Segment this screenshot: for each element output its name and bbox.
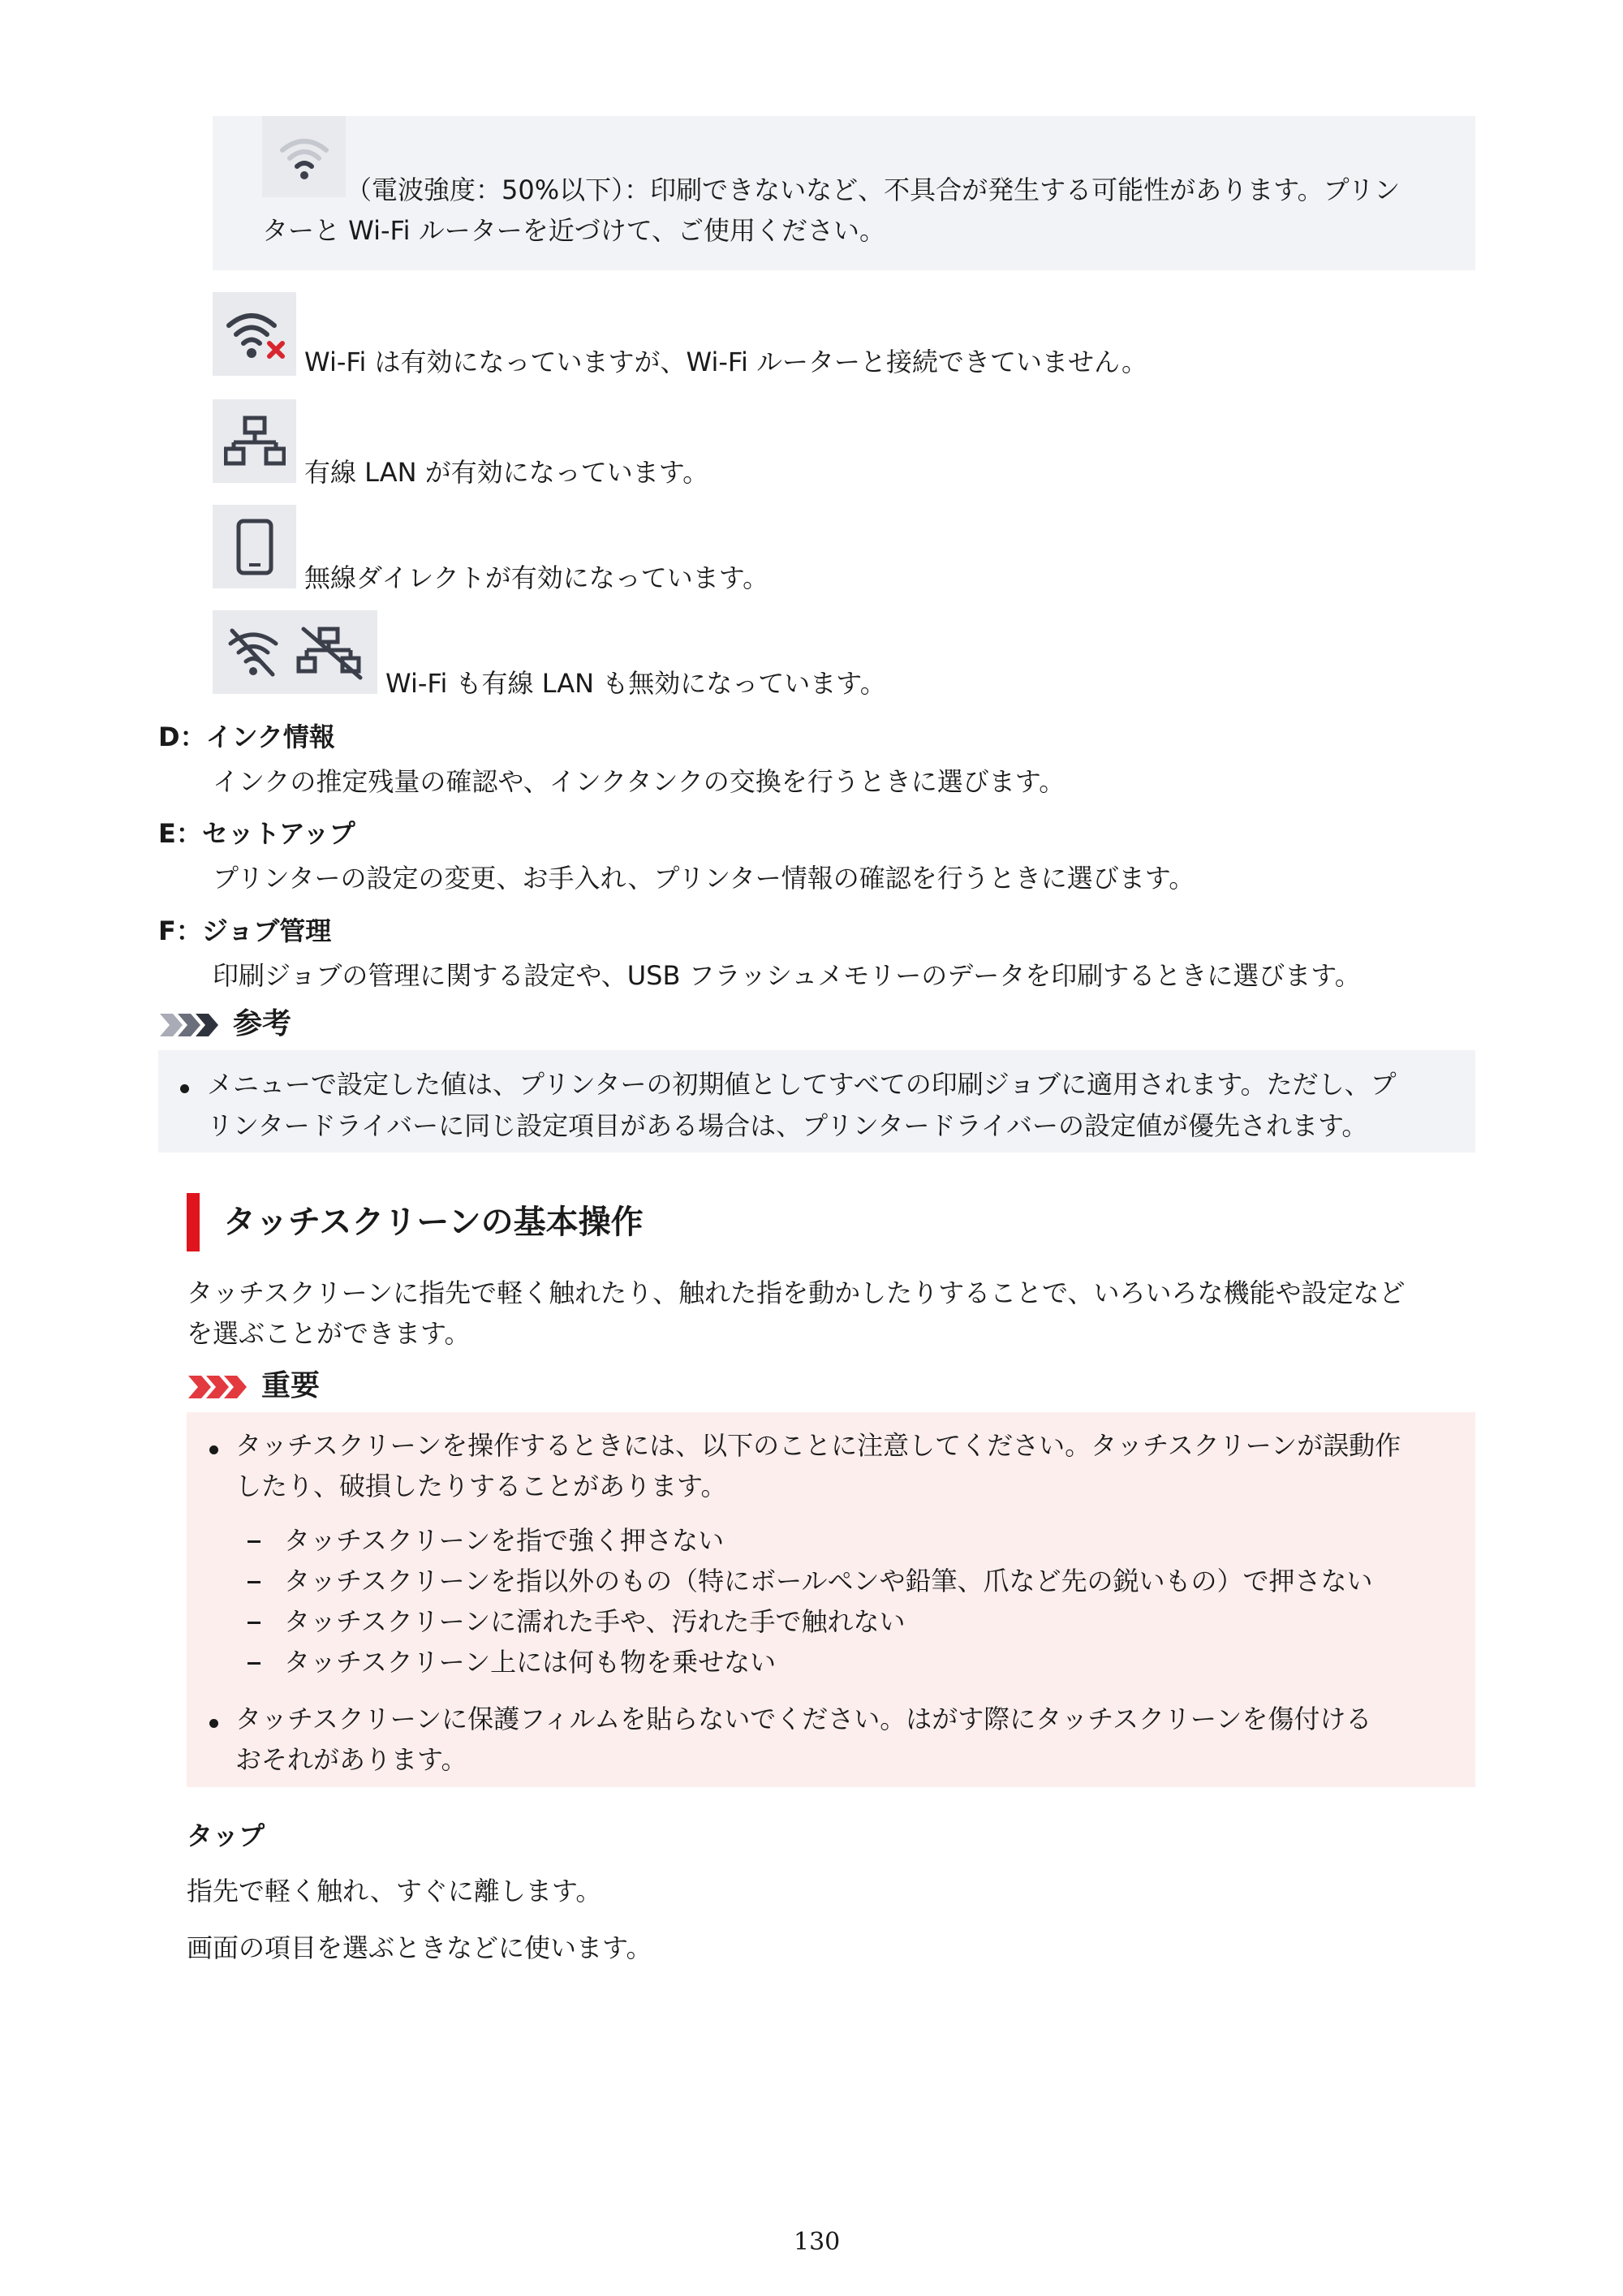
- status-item-text: 無線ダイレクトが有効になっています。: [304, 562, 769, 593]
- menu-item-heading: E：セットアップ: [158, 818, 355, 849]
- important-bullet1-line1: タッチスクリーンを操作するときには、以下のことに注意してください。タッチスクリーンが誤動作: [235, 1430, 1401, 1461]
- menu-item-desc: プリンターの設定の変更、お手入れ、プリンター情報の確認を行うときに選びます。: [213, 863, 1195, 894]
- status-item-text: Wi-Fi も有線 LAN も無効になっています。: [385, 668, 886, 699]
- section-intro-line1: タッチスクリーンに指先で軽く触れたり、触れた指を動かしたりすることで、いろいろな機能や設定など: [187, 1277, 1406, 1308]
- sub-item-text: タッチスクリーン上には何も物を乗せない: [284, 1647, 777, 1678]
- note-bullet: [180, 1084, 189, 1093]
- status-item-text: 有線 LAN が有効になっています。: [304, 457, 709, 488]
- section-title: タッチスクリーンの基本操作: [223, 1204, 644, 1241]
- section-heading-bar: [187, 1193, 200, 1251]
- signal-note-line2: ターと Wi-Fi ルーターを近づけて、ご使用ください。: [262, 215, 886, 246]
- section-intro-line2: を選ぶことができます。: [187, 1318, 471, 1349]
- menu-item-heading: F：ジョブ管理: [158, 915, 332, 946]
- menu-item-heading: D：インク情報: [158, 722, 335, 752]
- important-bullet: [209, 1719, 218, 1728]
- sub-item-text: タッチスクリーンを指で強く押さない: [284, 1525, 725, 1556]
- note-title: 参考: [233, 1007, 292, 1040]
- important-chevrons-icon: [187, 1374, 252, 1403]
- sub-item-dash: [248, 1581, 260, 1583]
- menu-item-desc: インクの推定残量の確認や、インクタンクの交換を行うときに選びます。: [213, 766, 1065, 797]
- wired-lan-icon: [213, 399, 296, 483]
- note-chevrons-icon: [158, 1012, 223, 1041]
- wireless-direct-icon: [213, 505, 296, 588]
- tap-line1: 指先で軽く触れ、すぐに離します。: [187, 1876, 602, 1906]
- menu-item-desc: 印刷ジョブの管理に関する設定や、USB フラッシュメモリーのデータを印刷するときに選びます。: [213, 960, 1361, 991]
- wifi-weak-icon: [262, 116, 346, 197]
- signal-note-line1: （電波強度：50%以下）：印刷できないなど、不具合が発生する可能性があります。プリン: [346, 174, 1401, 205]
- important-bullet2-line1: タッチスクリーンに保護フィルムを貼らないでください。はがす際にタッチスクリーンを傷付ける: [235, 1704, 1372, 1734]
- important-bullet1-line2: したり、破損したりすることがあります。: [235, 1471, 727, 1501]
- wifi-lan-disabled-icon: [213, 610, 377, 694]
- note-line2: リンタードライバーに同じ設定項目がある場合は、プリンタードライバーの設定値が優先されます。: [207, 1110, 1368, 1141]
- note-line1: メニューで設定した値は、プリンターの初期値としてすべての印刷ジョブに適用されます。ただし、プ: [207, 1069, 1397, 1100]
- sub-item-text: タッチスクリーンを指以外のもの（特にボールペンや鉛筆、爪など先の鋭いもの）で押さない: [284, 1566, 1373, 1596]
- sub-item-dash: [248, 1622, 260, 1624]
- important-title: 重要: [261, 1369, 321, 1402]
- important-bullet: [209, 1445, 218, 1454]
- important-bullet2-line2: おそれがあります。: [235, 1744, 467, 1775]
- wifi-disconnected-icon: [213, 292, 296, 376]
- sub-item-dash: [248, 1662, 260, 1665]
- status-item-text: Wi-Fi は有効になっていますが、Wi-Fi ルーターと接続できていません。: [304, 347, 1147, 377]
- tap-line2: 画面の項目を選ぶときなどに使います。: [187, 1932, 652, 1963]
- tap-heading: タップ: [187, 1820, 265, 1851]
- sub-item-dash: [248, 1540, 260, 1543]
- page-number: 130: [794, 2228, 841, 2256]
- sub-item-text: タッチスクリーンに濡れた手や、汚れた手で触れない: [284, 1606, 906, 1637]
